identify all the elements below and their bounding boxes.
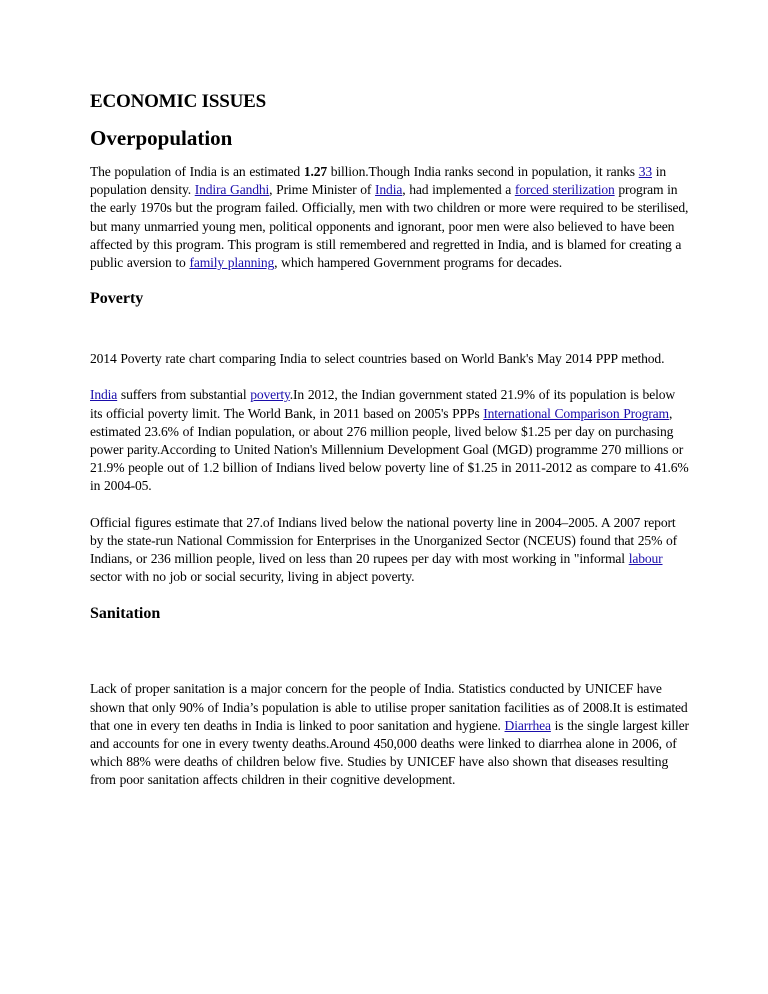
- link-forced-sterilization[interactable]: forced sterilization: [514, 182, 615, 198]
- section-heading-overpopulation: Overpopulation: [90, 126, 233, 150]
- text-run: billion.Though India ranks second in population, it ranks: [327, 164, 639, 179]
- text-run: Official figures estimate that 27.of Indians lived below the national poverty line in 2004–2005. A 2007 report by the state-run National Commission for Enterprises in the Unorganized Sector (NCEUS) found that 25% of Indians, or 236 million people, lived on less than 20 rupees per day with most working in "informal: [90, 514, 678, 567]
- spacer: [90, 623, 690, 680]
- text-run: , had implemented a: [402, 182, 515, 198]
- text-run: .In 2012, the Indian government stated 21.9% of its population is below its official poverty limit. The World Bank, in 2011 based on 2005's PPPs: [90, 387, 676, 421]
- text-run: sector with no job or social security, living in abject poverty.: [90, 569, 415, 585]
- link-international-comparison-program[interactable]: International Comparison Program: [483, 405, 669, 421]
- link-poverty[interactable]: poverty: [250, 387, 290, 403]
- link-indira-gandhi[interactable]: Indira Gandhi: [194, 182, 270, 198]
- link-labour[interactable]: labour: [628, 551, 663, 567]
- overpopulation-paragraph: [90, 163, 690, 272]
- section-heading-poverty: Poverty: [90, 290, 144, 308]
- text-run: is the single largest killer and accounts for one in every twenty deaths.Around 450,000 deaths were linked to diarrhea alone in 2006, of which 88% were deaths of children below five. Studies by UNICEF have also shown that diseases resulting from poor sanitation affects children in their cognitive development.: [90, 717, 689, 788]
- link-family-planning[interactable]: family planning: [189, 255, 275, 271]
- spacer: [90, 586, 690, 605]
- sanitation-paragraph: [90, 680, 690, 789]
- document-content: [90, 91, 690, 790]
- text-run: , estimated 23.6% of Indian population, or about 276 million people, lived below $1.25 per day on purchasing power parity.According to United Nation's Millennium Development Goal (MGD) programme 270 millions or 21.9% people out of 1.2 billion of Indians lived below poverty line of $1.25 in 2011-2012 as compare to 41.6% in 2004-05.: [90, 405, 689, 494]
- section-heading-sanitation: Sanitation: [90, 605, 161, 623]
- spacer: [90, 272, 690, 290]
- text-run: suffers from substantial: [117, 387, 251, 403]
- spacer: [90, 368, 690, 386]
- population-figure: 1.27: [303, 164, 328, 179]
- poverty-paragraph-1: [90, 386, 690, 495]
- text-run: , Prime Minister of: [269, 182, 376, 198]
- text-run: in population density.: [90, 164, 667, 198]
- page-title: ECONOMIC ISSUES: [90, 91, 266, 112]
- text-run: program in the early 1970s but the program failed. Officially, men with two children or more were required to be sterilised, but many unmarried young men, political opponents and ignorant, poor men were also believed to have been affected by this program. This program is still remembered and regretted in India, and is blamed for creating a public aversion to: [90, 182, 689, 271]
- link-india[interactable]: India: [375, 182, 403, 198]
- text-run: Lack of proper sanitation is a major concern for the people of India. Statistics conducted by UNICEF have shown that only 90% of India’s population is able to utilise proper sanitation facilities as of 2008.It is estimated that one in every ten deaths in India is linked to poor sanitation and hygiene.: [90, 681, 688, 733]
- link-diarrhea[interactable]: Diarrhea: [504, 717, 551, 733]
- link-india-poverty[interactable]: India: [90, 387, 118, 403]
- poverty-chart-caption: 2014 Poverty rate chart comparing India to select countries based on World Bank's May 2014 PPP method.: [90, 351, 665, 367]
- spacer: [90, 308, 690, 350]
- poverty-paragraph-2: [90, 514, 690, 587]
- text-run: The population of India is an estimated: [90, 164, 304, 179]
- link-rank-33[interactable]: 33: [638, 164, 652, 179]
- spacer: [90, 496, 690, 514]
- text-run: , which hampered Government programs for decades.: [274, 255, 562, 271]
